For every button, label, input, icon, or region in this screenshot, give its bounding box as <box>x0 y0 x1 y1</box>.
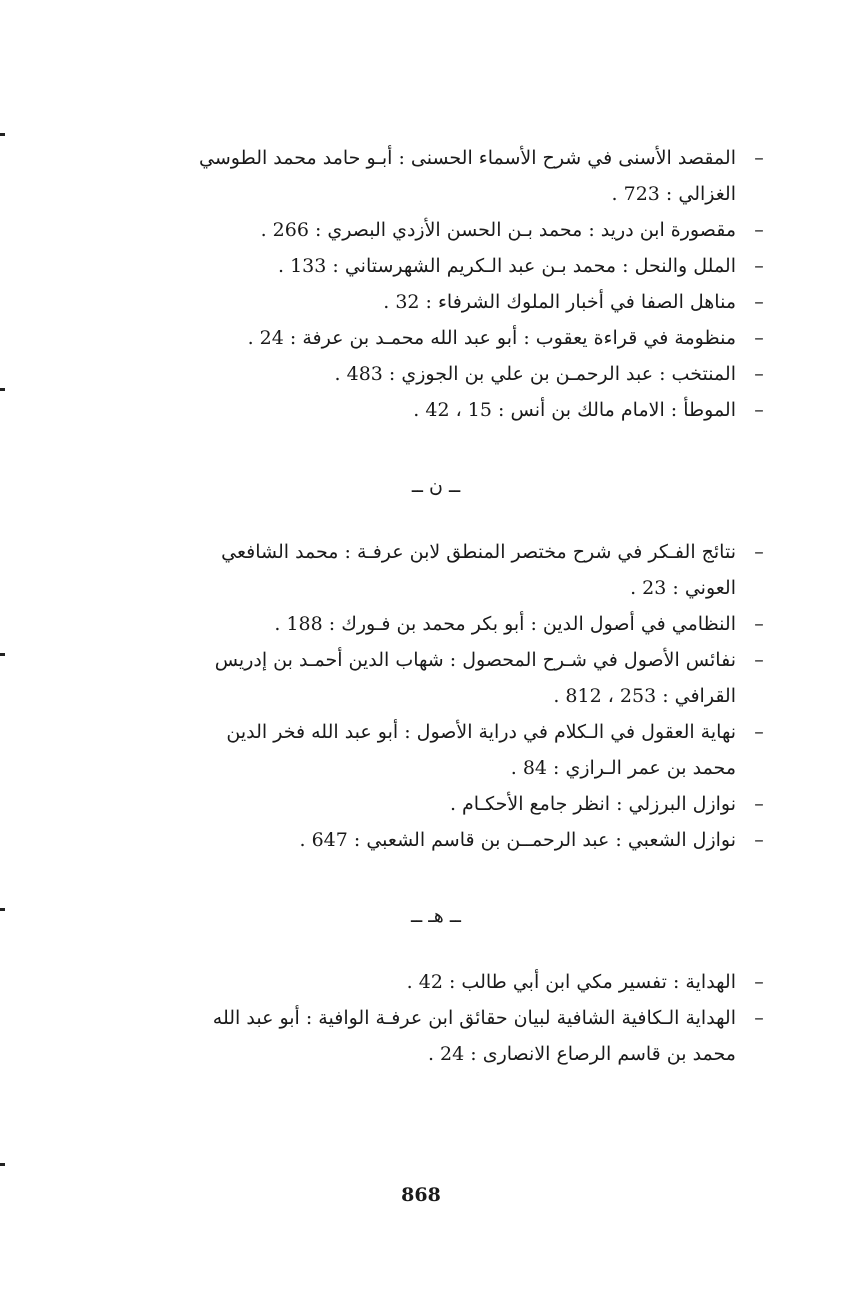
entry-dash: – <box>754 219 764 241</box>
entries-group-nun <box>100 534 772 858</box>
entry-text: النظامي في أصول الدين : أبو بكر محمد بن فـورك : 188 . <box>274 613 736 635</box>
entry-dash: – <box>754 147 764 169</box>
page-edge-mark <box>0 388 5 391</box>
entry-text: منظومة في قراءة يعقوب : أبو عبد الله محمـد بن عرفة : 24 . <box>247 327 736 349</box>
index-entry <box>100 356 772 392</box>
index-content <box>100 140 772 1072</box>
entry-dash: – <box>754 291 764 313</box>
entry-text: الهداية : تفسير مكي ابن أبي طالب : 42 . <box>406 971 736 993</box>
entries-group-ha <box>100 964 772 1072</box>
entry-dash: – <box>754 327 764 349</box>
section-heading-nun: ــ ن ــ <box>411 475 461 497</box>
index-entry <box>100 534 772 606</box>
index-entry <box>100 320 772 356</box>
entry-text: نهاية العقول في الـكلام في دراية الأصول : أبو عبد الله فخر الدين <box>226 721 736 743</box>
entry-dash: – <box>754 971 764 993</box>
entry-continuation: محمد بن قاسم الرصاع الانصارى : 24 . <box>427 1043 736 1065</box>
index-entry <box>100 248 772 284</box>
entry-text: مقصورة ابن دريد : محمد بـن الحسن الأزدي البصري : 266 . <box>260 219 736 241</box>
entry-continuation: العوني : 23 . <box>630 577 736 599</box>
entry-text: نفائس الأصول في شـرح المحصول : شهاب الدين أحمـد بن إدريس <box>214 649 736 671</box>
index-entry <box>100 714 772 786</box>
entry-dash: – <box>754 649 764 671</box>
entry-dash: – <box>754 255 764 277</box>
entry-text: نتائج الفـكر في شرح مختصر المنطق لابن عرفـة : محمد الشافعي <box>221 541 736 563</box>
index-entry <box>100 786 772 822</box>
entry-text: نوازل البرزلي : انظر جامع الأحكـام . <box>449 793 736 815</box>
entry-text: الموطأ : الامام مالك بن أنس : 15 ، 42 . <box>413 399 736 421</box>
index-entry <box>100 392 772 428</box>
index-entry <box>100 212 772 248</box>
page-edge-mark <box>0 653 5 656</box>
entry-dash: – <box>754 1007 764 1029</box>
entry-dash: – <box>754 363 764 385</box>
entry-continuation: القرافي : 253 ، 812 . <box>553 685 736 707</box>
entry-text: المقصد الأسنى في شرح الأسماء الحسنى : أبـو حامد محمد الطوسي <box>199 147 736 169</box>
entries-group-mim <box>100 140 772 428</box>
entry-dash: – <box>754 399 764 421</box>
page-edge-mark <box>0 908 5 911</box>
entry-dash: – <box>754 829 764 851</box>
entry-dash: – <box>754 541 764 563</box>
entry-continuation: محمد بن عمر الـرازي : 84 . <box>510 757 736 779</box>
entry-dash: – <box>754 613 764 635</box>
page-edge-mark <box>0 1163 5 1166</box>
page-edge-mark <box>0 133 5 136</box>
entry-text: الملل والنحل : محمد بـن عبد الـكريم الشهرستاني : 133 . <box>277 255 736 277</box>
entry-continuation: الغزالي : 723 . <box>611 183 736 205</box>
entry-text: نوازل الشعبي : عبد الرحمــن بن قاسم الشعبي : 647 . <box>299 829 736 851</box>
entry-text: المنتخب : عبد الرحمـن بن علي بن الجوزي : 483 . <box>334 363 736 385</box>
index-entry <box>100 1000 772 1072</box>
index-entry <box>100 140 772 212</box>
entry-dash: – <box>754 721 764 743</box>
entry-text: مناهل الصفا في أخبار الملوك الشرفاء : 32 . <box>383 291 736 313</box>
index-entry <box>100 822 772 858</box>
entry-dash: – <box>754 793 764 815</box>
index-entry <box>100 642 772 714</box>
section-heading-ha: ــ هـ ــ <box>411 905 461 927</box>
entry-text: الهداية الـكافية الشافية لبيان حقائق ابن عرفـة الوافية : أبو عبد الله <box>212 1007 736 1029</box>
index-entry <box>100 606 772 642</box>
page-number: 868 <box>401 1184 441 1206</box>
index-entry <box>100 284 772 320</box>
index-entry <box>100 964 772 1000</box>
